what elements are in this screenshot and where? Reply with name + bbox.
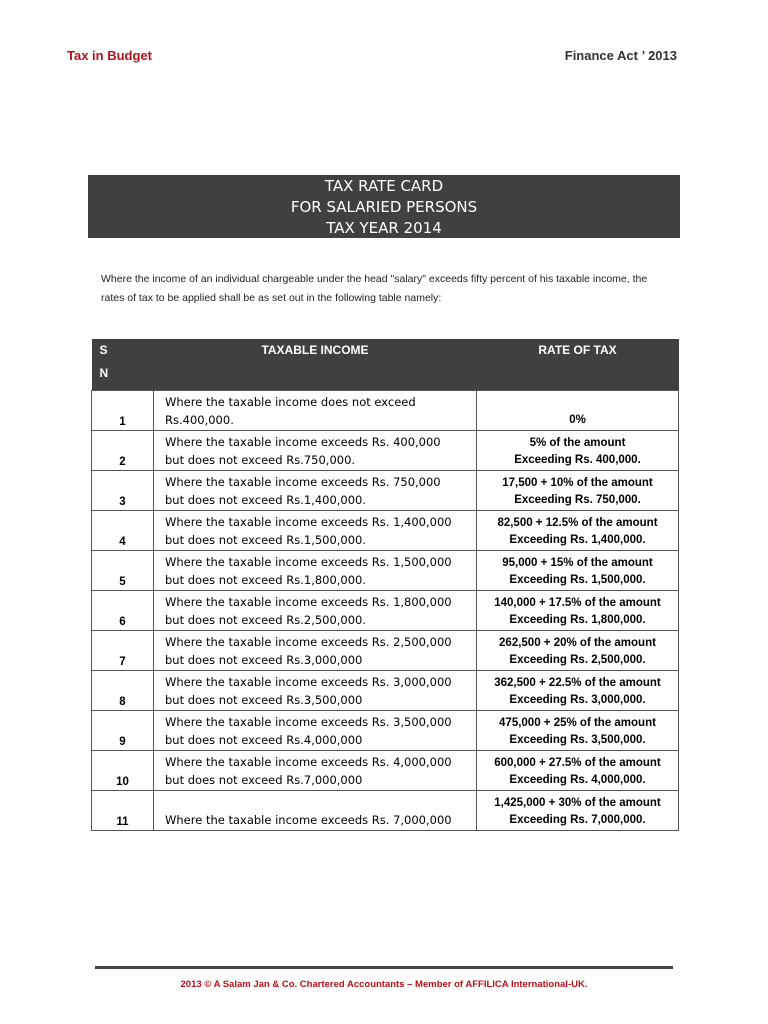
income-line-1: Where the taxable income exceeds Rs. 4,000,000 <box>165 755 452 769</box>
rate-line-2: Exceeding Rs. 3,500,000. <box>509 734 646 746</box>
income-line-2: but does not exceed Rs.750,000. <box>165 453 356 467</box>
rate-line-2: Exceeding Rs. 400,000. <box>514 454 641 466</box>
rate-of-tax-cell <box>477 511 679 551</box>
header-sn-line-1: S <box>99 343 108 357</box>
income-line-1: Where the taxable income does not exceed <box>165 395 416 409</box>
table-row <box>92 511 679 551</box>
table-row <box>92 391 679 431</box>
rate-line-1: 140,000 + 17.5% of the amount <box>494 597 661 609</box>
taxable-income-cell <box>154 631 477 671</box>
table-row <box>92 671 679 711</box>
table-row <box>92 471 679 511</box>
header-rate-of-tax: RATE OF TAX <box>477 339 679 391</box>
income-line-1 <box>165 793 476 811</box>
rate-line-2: Exceeding Rs. 2,500,000. <box>509 654 646 666</box>
income-line-2: but does not exceed Rs.1,500,000. <box>165 533 367 547</box>
serial-number-cell: 6 <box>92 591 154 631</box>
income-line-2: but does not exceed Rs.1,400,000. <box>165 493 367 507</box>
table-row <box>92 431 679 471</box>
rate-line-2: Exceeding Rs. 7,000,000. <box>509 814 646 826</box>
taxable-income-cell <box>154 391 477 431</box>
taxable-income-cell <box>154 671 477 711</box>
serial-number-cell: 10 <box>92 751 154 791</box>
taxable-income-cell <box>154 791 477 831</box>
table-row <box>92 791 679 831</box>
rate-of-tax-cell <box>477 711 679 751</box>
rate-line-1: 82,500 + 12.5% of the amount <box>497 517 658 529</box>
rate-line-1: 1,425,000 + 30% of the amount <box>494 797 661 809</box>
income-line-2: but does not exceed Rs.2,500,000. <box>165 613 367 627</box>
rate-of-tax-cell <box>477 391 679 431</box>
rate-line-1: 362,500 + 22.5% of the amount <box>494 677 661 689</box>
table-row <box>92 591 679 631</box>
rate-line-1: 600,000 + 27.5% of the amount <box>494 757 661 769</box>
income-line-1: Where the taxable income exceeds Rs. 3,500,000 <box>165 715 452 729</box>
taxable-income-cell <box>154 591 477 631</box>
title-line-2: FOR SALARIED PERSONS <box>290 198 478 216</box>
income-line-2: Rs.400,000. <box>165 413 234 427</box>
serial-number-cell: 11 <box>92 791 154 831</box>
rate-of-tax-cell <box>477 791 679 831</box>
income-line-2: but does not exceed Rs.3,000,000 <box>165 653 363 667</box>
header-serial-number <box>92 339 154 391</box>
table-row <box>92 751 679 791</box>
rate-of-tax-cell <box>477 431 679 471</box>
income-line-1: Where the taxable income exceeds Rs. 2,500,000 <box>165 635 452 649</box>
rate-line-2: Exceeding Rs. 1,400,000. <box>509 534 646 546</box>
intro-paragraph: Where the income of an individual chargeable under the head "salary" exceeds fifty percent of his taxable income, the rates of tax to be applied shall be as set out in the following table namely: <box>101 273 648 304</box>
serial-number-cell: 4 <box>92 511 154 551</box>
income-line-1: Where the taxable income exceeds Rs. 400,000 <box>165 435 441 449</box>
taxable-income-cell <box>154 431 477 471</box>
table-row <box>92 711 679 751</box>
income-line-2: but does not exceed Rs.3,500,000 <box>165 693 363 707</box>
income-line-2: but does not exceed Rs.1,800,000. <box>165 573 367 587</box>
serial-number-cell: 7 <box>92 631 154 671</box>
title-line-3: TAX YEAR 2014 <box>326 219 442 237</box>
income-line-1: Where the taxable income exceeds Rs. 1,400,000 <box>165 515 452 529</box>
rate-of-tax-cell <box>477 671 679 711</box>
rate-line-2: Exceeding Rs. 3,000,000. <box>509 694 646 706</box>
rate-line-1: 17,500 + 10% of the amount <box>502 477 653 489</box>
rate-line-1: 95,000 + 15% of the amount <box>502 557 653 569</box>
title-banner <box>88 175 680 238</box>
serial-number-cell: 1 <box>92 391 154 431</box>
table-row <box>92 631 679 671</box>
income-line-1: Where the taxable income exceeds Rs. 1,800,000 <box>165 595 452 609</box>
serial-number-cell: 8 <box>92 671 154 711</box>
footer-divider <box>95 966 673 969</box>
income-line-2: but does not exceed Rs.4,000,000 <box>165 733 363 747</box>
footer-copyright: 2013 © A Salam Jan & Co. Chartered Accountants – Member of AFFILICA International-UK. <box>180 979 588 990</box>
rate-line-1: 262,500 + 20% of the amount <box>499 637 656 649</box>
serial-number-cell: 5 <box>92 551 154 591</box>
taxable-income-cell <box>154 511 477 551</box>
taxable-income-cell <box>154 711 477 751</box>
rate-line-2: Exceeding Rs. 1,500,000. <box>509 574 646 586</box>
running-header-left: Tax in Budget <box>67 48 152 63</box>
table-row <box>92 551 679 591</box>
taxable-income-cell <box>154 751 477 791</box>
rate-line-2: 0% <box>569 414 586 426</box>
running-header-right: Finance Act ’ 2013 <box>564 48 677 63</box>
rate-of-tax-cell <box>477 471 679 511</box>
header-taxable-income: TAXABLE INCOME <box>154 339 477 391</box>
rate-line-1: 475,000 + 25% of the amount <box>499 717 656 729</box>
rate-line-2: Exceeding Rs. 750,000. <box>514 494 641 506</box>
header-sn-line-2: N <box>99 366 109 380</box>
taxable-income-cell <box>154 471 477 511</box>
title-line-1: TAX RATE CARD <box>324 177 444 195</box>
taxable-income-cell <box>154 551 477 591</box>
income-line-1: Where the taxable income exceeds Rs. 750,000 <box>165 475 441 489</box>
income-line-1: Where the taxable income exceeds Rs. 3,000,000 <box>165 675 452 689</box>
income-line-1: Where the taxable income exceeds Rs. 1,500,000 <box>165 555 452 569</box>
rate-of-tax-cell <box>477 591 679 631</box>
income-line-2: Where the taxable income exceeds Rs. 7,000,000 <box>165 813 452 827</box>
serial-number-cell: 2 <box>92 431 154 471</box>
rate-line-1 <box>477 395 678 412</box>
rate-of-tax-cell <box>477 551 679 591</box>
income-line-2: but does not exceed Rs.7,000,000 <box>165 773 363 787</box>
rate-of-tax-cell <box>477 751 679 791</box>
tax-rate-table <box>91 339 679 831</box>
table-header-row <box>92 339 679 391</box>
rate-line-2: Exceeding Rs. 1,800,000. <box>509 614 646 626</box>
rate-line-1: 5% of the amount <box>529 437 626 449</box>
serial-number-cell: 3 <box>92 471 154 511</box>
rate-line-2: Exceeding Rs. 4,000,000. <box>509 774 646 786</box>
rate-of-tax-cell <box>477 631 679 671</box>
serial-number-cell: 9 <box>92 711 154 751</box>
